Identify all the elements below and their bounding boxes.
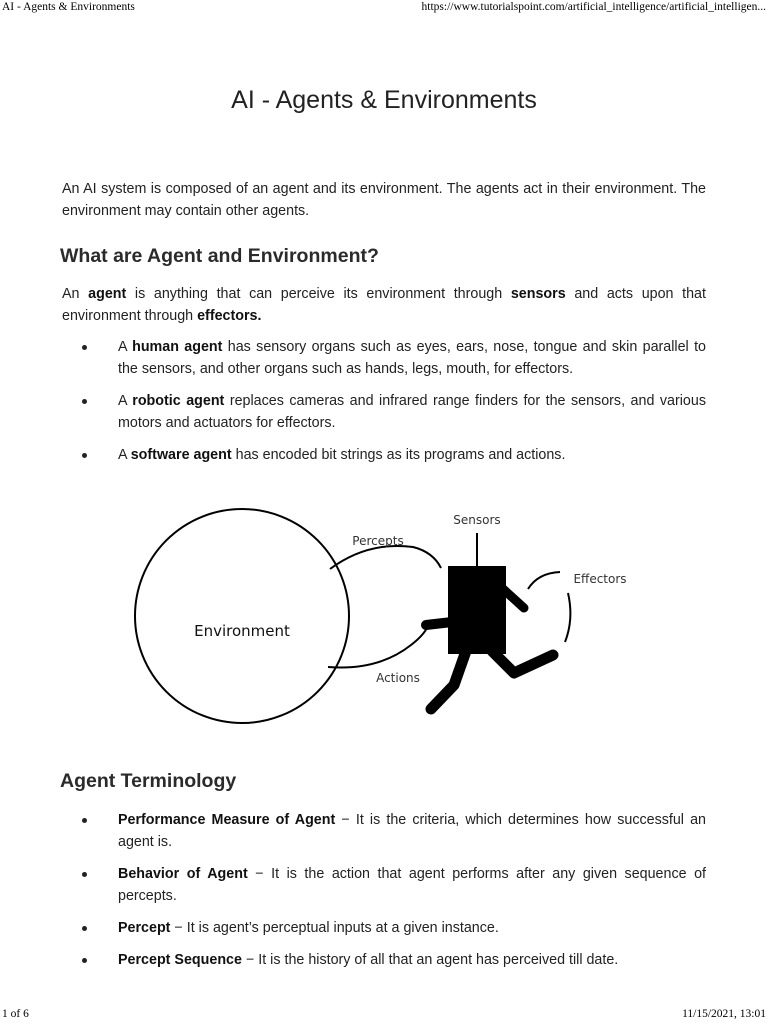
text: replaces cameras and infrared range finders for the sensors, and various motors and actuators for effectors. <box>118 393 706 431</box>
bold-term: Performance Measure of Agent <box>118 812 336 828</box>
list-item <box>62 336 706 380</box>
bold-term: Percept Sequence <box>118 952 242 968</box>
bullet-icon <box>82 958 87 963</box>
agent-right-leg <box>492 651 553 673</box>
percepts-label: Percepts <box>352 534 404 548</box>
list-item <box>62 809 706 853</box>
text: − It is the criteria, which determines how successful an agent is. <box>118 812 707 850</box>
bullet-icon <box>82 926 87 931</box>
list-item <box>62 390 706 434</box>
bullet-icon <box>82 872 87 877</box>
section-heading-agent-terminology: Agent Terminology <box>60 770 237 792</box>
sensors-label: Sensors <box>453 513 501 527</box>
print-header-url: https://www.tutorialspoint.com/artificial_intelligence/artificial_intelligen... <box>421 1 766 13</box>
text: A <box>118 447 131 463</box>
agent-environment-diagram <box>128 505 648 727</box>
text: and acts upon that environment through <box>62 286 706 324</box>
print-footer <box>0 1008 768 1024</box>
agent-body <box>448 566 506 654</box>
bold-term: robotic agent <box>132 393 225 409</box>
actions-arc <box>328 626 428 668</box>
bold-term: Behavior of Agent <box>118 866 248 882</box>
agent-types-list <box>62 336 706 466</box>
text: − It is agent’s perceptual inputs at a given instance. <box>170 920 499 936</box>
print-page-number: 1 of 6 <box>2 1008 29 1020</box>
intro-paragraph: An AI system is composed of an agent and its environment. The agents act in their environment. The environment may contain other agents. <box>62 181 706 219</box>
bullet-icon <box>82 453 87 458</box>
percepts-arc <box>330 546 441 569</box>
agent-definition-paragraph <box>62 283 706 327</box>
effectors-arc-top <box>528 572 560 589</box>
text: has sensory organs such as eyes, ears, nose, tongue and skin parallel to the sensors, and other organs such as hands, legs, mouth, for effectors. <box>118 339 706 377</box>
agent-left-arm <box>426 622 452 625</box>
bold-term-agent: agent <box>88 286 127 302</box>
list-item <box>62 949 706 971</box>
effectors-label: Effectors <box>573 572 627 586</box>
bold-term-sensors: sensors <box>510 286 566 302</box>
text: − It is the history of all that an agent has perceived till date. <box>241 952 619 968</box>
print-header <box>0 0 768 16</box>
text: An <box>62 286 89 302</box>
bold-term: human agent <box>132 339 223 355</box>
environment-label: Environment <box>194 622 290 640</box>
list-item <box>62 917 706 939</box>
bullet-icon <box>82 399 87 404</box>
section-heading-agent-environment: What are Agent and Environment? <box>60 245 379 267</box>
terminology-list <box>62 809 706 971</box>
text: has encoded bit strings as its programs and actions. <box>231 447 566 463</box>
print-datetime: 11/15/2021, 13:01 <box>682 1008 766 1020</box>
text: A <box>118 393 133 409</box>
bold-term: software agent <box>130 447 232 463</box>
bold-term: Percept <box>118 920 171 936</box>
text: − It is the action that agent performs after any given sequence of percepts. <box>118 866 706 904</box>
list-item <box>62 863 706 907</box>
list-item <box>62 444 706 466</box>
effectors-arc-right <box>565 593 570 642</box>
actions-label: Actions <box>376 671 420 685</box>
print-header-title: AI - Agents & Environments <box>2 1 135 13</box>
bold-term-effectors: effectors. <box>197 308 262 324</box>
agent-left-leg <box>431 651 466 709</box>
bullet-icon <box>82 345 87 350</box>
text: A <box>118 339 133 355</box>
environment-circle <box>135 509 349 723</box>
bullet-icon <box>82 818 87 823</box>
text: is anything that can perceive its environment through <box>126 286 511 302</box>
page-title: AI - Agents & Environments <box>231 86 537 114</box>
